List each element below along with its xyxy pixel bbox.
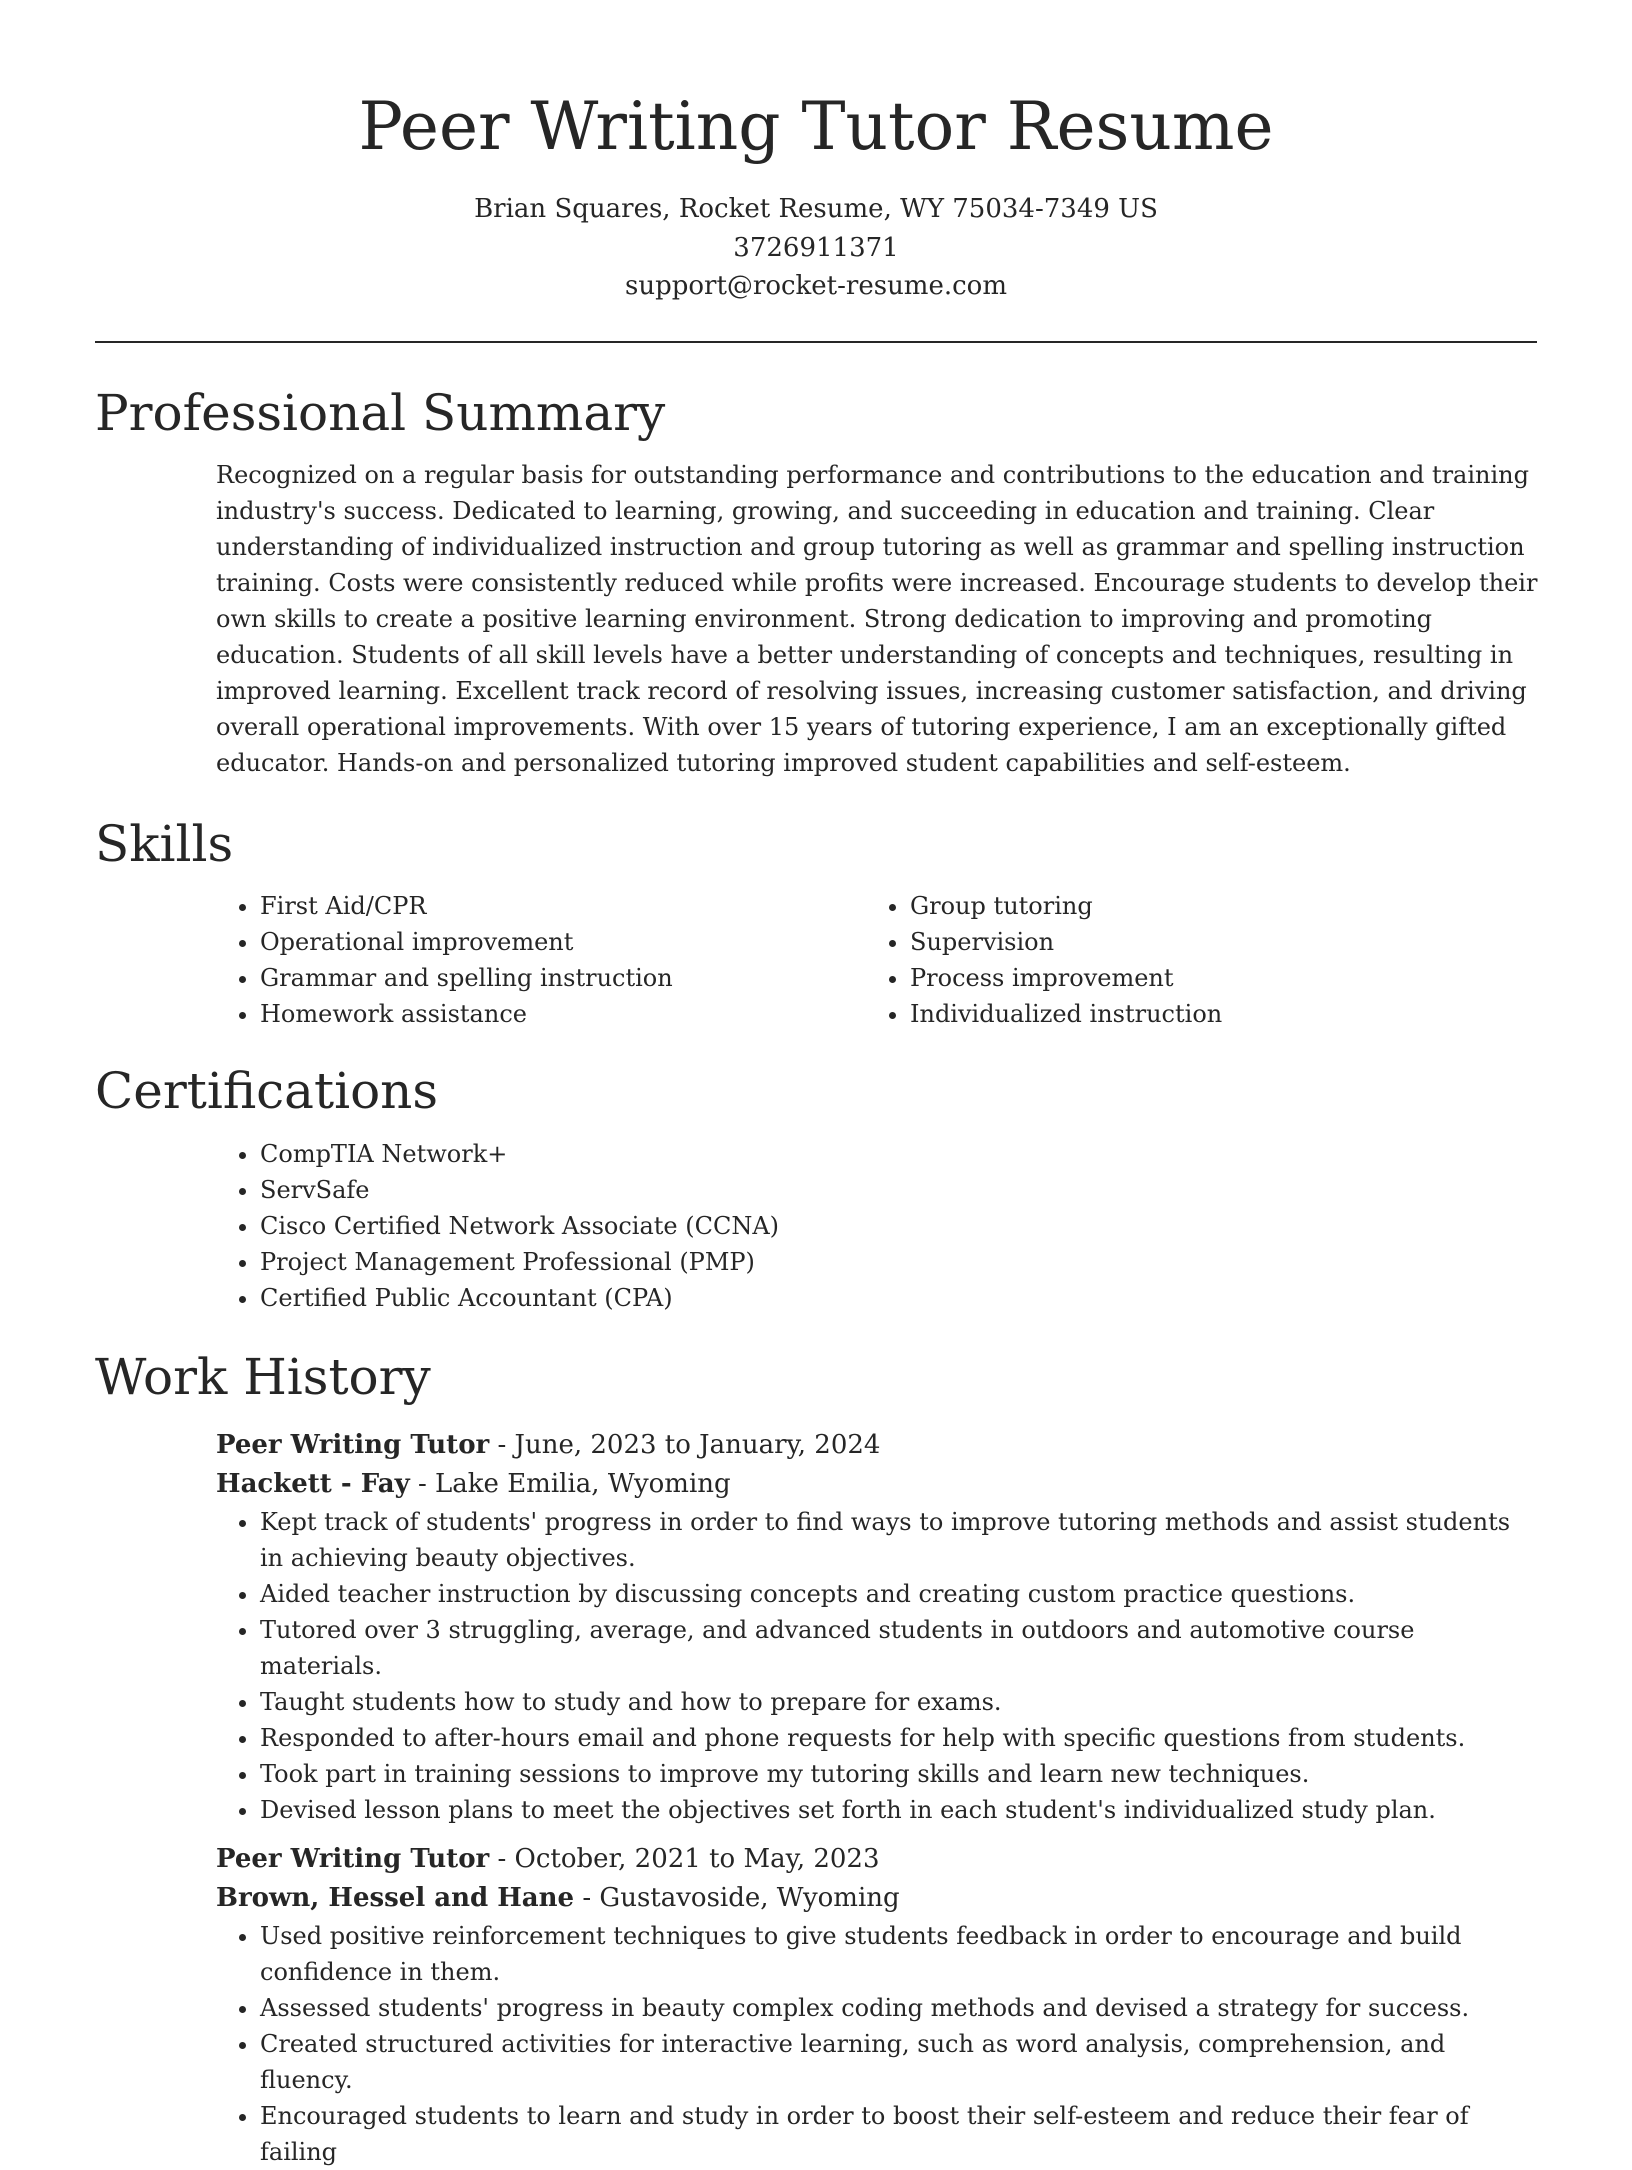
list-item: • Aided teacher instruction by discussing concepts and creating custom practice questions. (260, 1576, 1539, 1612)
list-item: • First Aid/CPR (260, 888, 866, 924)
list-item: • Grammar and spelling instruction (260, 960, 866, 996)
certifications-section (216, 1136, 1539, 1316)
job-title: Peer Writing Tutor (216, 1844, 490, 1874)
job-bullets (216, 1918, 1539, 2170)
job-location: - Gustavoside, Wyoming (574, 1883, 900, 1913)
contact-block (95, 190, 1537, 306)
list-item: • Devised lesson plans to meet the objectives set forth in each student's individualized study plan. (260, 1792, 1539, 1828)
list-item: • CompTIA Network+ (260, 1136, 1539, 1172)
job-entry (216, 1840, 1539, 2170)
list-item: • Encouraged students to learn and study in order to boost their self-esteem and reduce their fear of failing (260, 2098, 1539, 2170)
list-item: • Used positive reinforcement techniques to give students feedback in order to encourage and build confidence in them. (260, 1918, 1539, 1990)
summary-heading: Professional Summary (95, 384, 666, 442)
summary-text: Recognized on a regular basis for outstanding performance and contributions to the education and training industry's success. Dedicated to learning, growing, and succeeding in education and training. Clear understanding of individualized instruction and group tutoring as well as grammar and spelling instruction training. Costs were consistently reduced while profits were increased. Encourage students to develop their own skills to create a positive learning environment. Strong dedication to improving and promoting education. Students of all skill levels have a better understanding of concepts and techniques, resulting in improved learning. Excellent track record of resolving issues, increasing customer satisfaction, and driving overall operational improvements. With over 15 years of tutoring experience, I am an exceptionally gifted educator. Hands-on and personalized tutoring improved student capabilities and self-esteem. (216, 461, 1538, 777)
list-item: • Assessed students' progress in beauty complex coding methods and devised a strategy for success. (260, 1990, 1539, 2026)
job-title: Peer Writing Tutor (216, 1430, 490, 1460)
list-item: • Tutored over 3 struggling, average, and advanced students in outdoors and automotive course materials. (260, 1612, 1539, 1684)
job-entry (216, 1426, 1539, 1828)
contact-email: support@rocket-resume.com (624, 271, 1007, 301)
list-item: • Responded to after-hours email and phone requests for help with specific questions from students. (260, 1720, 1539, 1756)
job-title-line (216, 1840, 1539, 1878)
job-title-line (216, 1426, 1539, 1464)
job-dates: - June, 2023 to January, 2024 (489, 1430, 881, 1460)
work-history-heading: Work History (95, 1348, 431, 1406)
list-item: • Homework assistance (260, 996, 866, 1032)
list-item: • Individualized instruction (910, 996, 1516, 1032)
skills-section (216, 888, 1539, 1032)
certifications-heading: Certifications (95, 1062, 439, 1120)
list-item: • Cisco Certified Network Associate (CCNA) (260, 1208, 1539, 1244)
resume-title: Peer Writing Tutor Resume (358, 88, 1274, 165)
list-item: • Project Management Professional (PMP) (260, 1244, 1539, 1280)
list-item: • Group tutoring (910, 888, 1516, 924)
job-location: - Lake Emilia, Wyoming (409, 1469, 731, 1499)
list-item: • Taught students how to study and how to prepare for exams. (260, 1684, 1539, 1720)
skills-heading: Skills (95, 815, 234, 873)
contact-phone: 3726911371 (733, 232, 899, 263)
certifications-list (216, 1136, 1539, 1316)
list-item: • Created structured activities for interactive learning, such as word analysis, comprehension, and fluency. (260, 2026, 1539, 2098)
skills-list-right (866, 888, 1516, 1032)
job-bullets (216, 1504, 1539, 1828)
skills-column-left (216, 888, 866, 1032)
skills-grid (216, 888, 1539, 1032)
list-item: • Certified Public Accountant (CPA) (260, 1280, 1539, 1316)
summary-section (216, 457, 1539, 781)
skills-list-left (216, 888, 866, 1032)
job-company-line (216, 1464, 1539, 1504)
list-item: • Process improvement (910, 960, 1516, 996)
contact-address: Brian Squares, Rocket Resume, WY 75034-7349 US (474, 194, 1158, 224)
job-dates: - October, 2021 to May, 2023 (489, 1844, 880, 1874)
list-item: • Supervision (910, 924, 1516, 960)
list-item: • Took part in training sessions to improve my tutoring skills and learn new techniques. (260, 1756, 1539, 1792)
list-item: • Operational improvement (260, 924, 866, 960)
skills-column-right (866, 888, 1516, 1032)
list-item: • ServSafe (260, 1172, 1539, 1208)
header-divider (95, 341, 1537, 343)
job-company: Hackett - Fay (216, 1469, 410, 1499)
list-item: • Kept track of students' progress in order to find ways to improve tutoring methods and assist students in achieving beauty objectives. (260, 1504, 1539, 1576)
job-company: Brown, Hessel and Hane (216, 1883, 575, 1913)
job-company-line (216, 1878, 1539, 1918)
